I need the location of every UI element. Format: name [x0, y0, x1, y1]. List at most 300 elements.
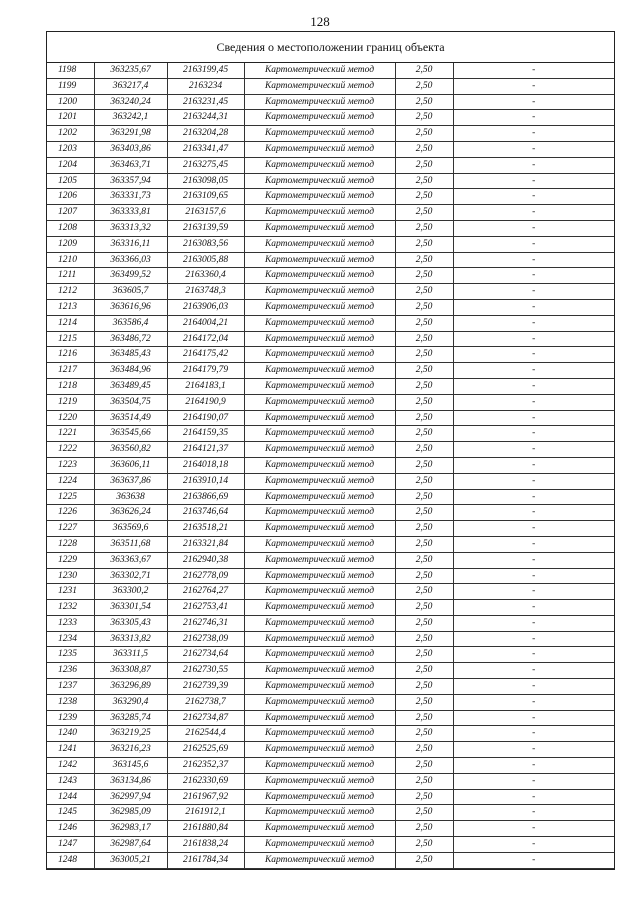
description-cell: -: [453, 773, 614, 789]
description-cell: -: [453, 536, 614, 552]
accuracy-cell: 2,50: [395, 805, 453, 821]
table-row: [47, 363, 614, 379]
description-cell: -: [453, 110, 614, 126]
description-cell: -: [453, 568, 614, 584]
table-row: [47, 173, 614, 189]
description-cell: -: [453, 805, 614, 821]
description-cell: -: [453, 94, 614, 110]
description-cell: -: [453, 220, 614, 236]
table-row: [47, 94, 614, 110]
x-coordinate-cell: 363605,7: [94, 284, 167, 300]
y-coordinate-cell: 2164183,1: [167, 378, 244, 394]
point-number-cell: 1239: [47, 710, 94, 726]
table-row: [47, 378, 614, 394]
y-coordinate-cell: 2163518,21: [167, 521, 244, 537]
y-coordinate-cell: 2161967,92: [167, 789, 244, 805]
method-cell: Картометрический метод: [244, 173, 395, 189]
accuracy-cell: 2,50: [395, 268, 453, 284]
y-coordinate-cell: 2163360,4: [167, 268, 244, 284]
table-row: [47, 157, 614, 173]
y-coordinate-cell: 2162525,69: [167, 742, 244, 758]
x-coordinate-cell: 363485,43: [94, 347, 167, 363]
x-coordinate-cell: 363285,74: [94, 710, 167, 726]
y-coordinate-cell: 2163748,3: [167, 284, 244, 300]
table-body: [47, 63, 614, 868]
point-number-cell: 1210: [47, 252, 94, 268]
method-cell: Картометрический метод: [244, 663, 395, 679]
accuracy-cell: 2,50: [395, 63, 453, 78]
table-row: [47, 236, 614, 252]
x-coordinate-cell: 363484,96: [94, 363, 167, 379]
method-cell: Картометрический метод: [244, 615, 395, 631]
y-coordinate-cell: 2163866,69: [167, 489, 244, 505]
table-row: [47, 505, 614, 521]
y-coordinate-cell: 2163244,31: [167, 110, 244, 126]
method-cell: Картометрический метод: [244, 568, 395, 584]
y-coordinate-cell: 2162734,64: [167, 647, 244, 663]
method-cell: Картометрический метод: [244, 63, 395, 78]
description-cell: -: [453, 631, 614, 647]
method-cell: Картометрический метод: [244, 315, 395, 331]
y-coordinate-cell: 2162730,55: [167, 663, 244, 679]
boundary-table-frame: [46, 31, 615, 870]
description-cell: -: [453, 173, 614, 189]
table-row: [47, 110, 614, 126]
method-cell: Картометрический метод: [244, 710, 395, 726]
table-row: [47, 410, 614, 426]
method-cell: Картометрический метод: [244, 600, 395, 616]
x-coordinate-cell: 363240,24: [94, 94, 167, 110]
accuracy-cell: 2,50: [395, 742, 453, 758]
table-row: [47, 742, 614, 758]
x-coordinate-cell: 363291,98: [94, 126, 167, 142]
accuracy-cell: 2,50: [395, 315, 453, 331]
point-number-cell: 1223: [47, 457, 94, 473]
accuracy-cell: 2,50: [395, 220, 453, 236]
point-number-cell: 1203: [47, 141, 94, 157]
description-cell: -: [453, 157, 614, 173]
description-cell: -: [453, 615, 614, 631]
table-row: [47, 600, 614, 616]
y-coordinate-cell: 2161912,1: [167, 805, 244, 821]
x-coordinate-cell: 362987,64: [94, 837, 167, 853]
y-coordinate-cell: 2164018,18: [167, 457, 244, 473]
method-cell: Картометрический метод: [244, 805, 395, 821]
method-cell: Картометрический метод: [244, 647, 395, 663]
y-coordinate-cell: 2163321,84: [167, 536, 244, 552]
accuracy-cell: 2,50: [395, 141, 453, 157]
method-cell: Картометрический метод: [244, 521, 395, 537]
y-coordinate-cell: 2162940,38: [167, 552, 244, 568]
x-coordinate-cell: 363134,86: [94, 773, 167, 789]
accuracy-cell: 2,50: [395, 694, 453, 710]
y-coordinate-cell: 2162739,39: [167, 679, 244, 695]
y-coordinate-cell: 2164190,07: [167, 410, 244, 426]
method-cell: Картометрический метод: [244, 236, 395, 252]
x-coordinate-cell: 363499,52: [94, 268, 167, 284]
table-row: [47, 78, 614, 94]
accuracy-cell: 2,50: [395, 347, 453, 363]
accuracy-cell: 2,50: [395, 394, 453, 410]
description-cell: -: [453, 378, 614, 394]
method-cell: Картометрический метод: [244, 205, 395, 221]
description-cell: -: [453, 394, 614, 410]
method-cell: Картометрический метод: [244, 552, 395, 568]
table-row: [47, 821, 614, 837]
accuracy-cell: 2,50: [395, 457, 453, 473]
description-cell: -: [453, 742, 614, 758]
y-coordinate-cell: 2163906,03: [167, 299, 244, 315]
description-cell: -: [453, 505, 614, 521]
point-number-cell: 1232: [47, 600, 94, 616]
y-coordinate-cell: 2162753,41: [167, 600, 244, 616]
table-row: [47, 63, 614, 78]
point-number-cell: 1198: [47, 63, 94, 78]
table-row: [47, 141, 614, 157]
method-cell: Картометрический метод: [244, 189, 395, 205]
table-row: [47, 473, 614, 489]
x-coordinate-cell: 363511,68: [94, 536, 167, 552]
point-number-cell: 1221: [47, 426, 94, 442]
description-cell: -: [453, 789, 614, 805]
y-coordinate-cell: 2164179,79: [167, 363, 244, 379]
table-row: [47, 552, 614, 568]
description-cell: -: [453, 189, 614, 205]
method-cell: Картометрический метод: [244, 742, 395, 758]
accuracy-cell: 2,50: [395, 647, 453, 663]
description-cell: -: [453, 126, 614, 142]
method-cell: Картометрический метод: [244, 378, 395, 394]
x-coordinate-cell: 363290,4: [94, 694, 167, 710]
point-number-cell: 1204: [47, 157, 94, 173]
point-number-cell: 1207: [47, 205, 94, 221]
accuracy-cell: 2,50: [395, 173, 453, 189]
x-coordinate-cell: 363302,71: [94, 568, 167, 584]
point-number-cell: 1235: [47, 647, 94, 663]
x-coordinate-cell: 362997,94: [94, 789, 167, 805]
x-coordinate-cell: 363638: [94, 489, 167, 505]
point-number-cell: 1246: [47, 821, 94, 837]
point-number-cell: 1224: [47, 473, 94, 489]
accuracy-cell: 2,50: [395, 773, 453, 789]
method-cell: Картометрический метод: [244, 789, 395, 805]
x-coordinate-cell: 363313,82: [94, 631, 167, 647]
method-cell: Картометрический метод: [244, 821, 395, 837]
point-number-cell: 1209: [47, 236, 94, 252]
accuracy-cell: 2,50: [395, 284, 453, 300]
y-coordinate-cell: 2162738,09: [167, 631, 244, 647]
x-coordinate-cell: 363489,45: [94, 378, 167, 394]
table-row: [47, 837, 614, 853]
description-cell: -: [453, 442, 614, 458]
y-coordinate-cell: 2162746,31: [167, 615, 244, 631]
y-coordinate-cell: 2162734,87: [167, 710, 244, 726]
x-coordinate-cell: 363403,86: [94, 141, 167, 157]
description-cell: -: [453, 410, 614, 426]
description-cell: -: [453, 821, 614, 837]
description-cell: -: [453, 63, 614, 78]
point-number-cell: 1228: [47, 536, 94, 552]
method-cell: Картометрический метод: [244, 94, 395, 110]
accuracy-cell: 2,50: [395, 663, 453, 679]
method-cell: Картометрический метод: [244, 410, 395, 426]
point-number-cell: 1211: [47, 268, 94, 284]
x-coordinate-cell: 363366,03: [94, 252, 167, 268]
point-number-cell: 1245: [47, 805, 94, 821]
accuracy-cell: 2,50: [395, 126, 453, 142]
method-cell: Картометрический метод: [244, 331, 395, 347]
description-cell: -: [453, 489, 614, 505]
point-number-cell: 1217: [47, 363, 94, 379]
method-cell: Картометрический метод: [244, 694, 395, 710]
table-row: [47, 489, 614, 505]
table-row: [47, 647, 614, 663]
accuracy-cell: 2,50: [395, 584, 453, 600]
method-cell: Картометрический метод: [244, 220, 395, 236]
method-cell: Картометрический метод: [244, 473, 395, 489]
method-cell: Картометрический метод: [244, 758, 395, 774]
x-coordinate-cell: 363363,67: [94, 552, 167, 568]
accuracy-cell: 2,50: [395, 78, 453, 94]
table-row: [47, 694, 614, 710]
method-cell: Картометрический метод: [244, 363, 395, 379]
x-coordinate-cell: 363301,54: [94, 600, 167, 616]
table-row: [47, 284, 614, 300]
x-coordinate-cell: 363637,86: [94, 473, 167, 489]
method-cell: Картометрический метод: [244, 126, 395, 142]
description-cell: -: [453, 758, 614, 774]
y-coordinate-cell: 2163746,64: [167, 505, 244, 521]
y-coordinate-cell: 2163275,45: [167, 157, 244, 173]
accuracy-cell: 2,50: [395, 521, 453, 537]
x-coordinate-cell: 363235,67: [94, 63, 167, 78]
accuracy-cell: 2,50: [395, 331, 453, 347]
point-number-cell: 1230: [47, 568, 94, 584]
point-number-cell: 1220: [47, 410, 94, 426]
y-coordinate-cell: 2164190,9: [167, 394, 244, 410]
point-number-cell: 1226: [47, 505, 94, 521]
table-row: [47, 331, 614, 347]
table-row: [47, 220, 614, 236]
method-cell: Картометрический метод: [244, 773, 395, 789]
table-row: [47, 805, 614, 821]
table-row: [47, 205, 614, 221]
accuracy-cell: 2,50: [395, 236, 453, 252]
description-cell: -: [453, 252, 614, 268]
description-cell: -: [453, 473, 614, 489]
table-title: Сведения о местоположении границ объекта: [47, 32, 614, 63]
point-number-cell: 1227: [47, 521, 94, 537]
description-cell: -: [453, 78, 614, 94]
accuracy-cell: 2,50: [395, 631, 453, 647]
y-coordinate-cell: 2163231,45: [167, 94, 244, 110]
y-coordinate-cell: 2162778,09: [167, 568, 244, 584]
y-coordinate-cell: 2163139,59: [167, 220, 244, 236]
y-coordinate-cell: 2164159,35: [167, 426, 244, 442]
accuracy-cell: 2,50: [395, 110, 453, 126]
description-cell: -: [453, 299, 614, 315]
y-coordinate-cell: 2163234: [167, 78, 244, 94]
method-cell: Картометрический метод: [244, 268, 395, 284]
table-row: [47, 663, 614, 679]
y-coordinate-cell: 2162544,4: [167, 726, 244, 742]
x-coordinate-cell: 363357,94: [94, 173, 167, 189]
method-cell: Картометрический метод: [244, 584, 395, 600]
point-number-cell: 1214: [47, 315, 94, 331]
point-number-cell: 1248: [47, 852, 94, 868]
table-row: [47, 426, 614, 442]
x-coordinate-cell: 363316,11: [94, 236, 167, 252]
description-cell: -: [453, 852, 614, 868]
accuracy-cell: 2,50: [395, 205, 453, 221]
table-row: [47, 126, 614, 142]
method-cell: Картометрический метод: [244, 536, 395, 552]
method-cell: Картометрический метод: [244, 489, 395, 505]
x-coordinate-cell: 363311,5: [94, 647, 167, 663]
accuracy-cell: 2,50: [395, 378, 453, 394]
x-coordinate-cell: 363606,11: [94, 457, 167, 473]
accuracy-cell: 2,50: [395, 568, 453, 584]
y-coordinate-cell: 2162738,7: [167, 694, 244, 710]
x-coordinate-cell: 363313,32: [94, 220, 167, 236]
x-coordinate-cell: 362983,17: [94, 821, 167, 837]
accuracy-cell: 2,50: [395, 758, 453, 774]
x-coordinate-cell: 363308,87: [94, 663, 167, 679]
description-cell: -: [453, 679, 614, 695]
table-row: [47, 615, 614, 631]
point-number-cell: 1213: [47, 299, 94, 315]
point-number-cell: 1236: [47, 663, 94, 679]
accuracy-cell: 2,50: [395, 157, 453, 173]
description-cell: -: [453, 837, 614, 853]
table-row: [47, 315, 614, 331]
description-cell: -: [453, 647, 614, 663]
description-cell: -: [453, 600, 614, 616]
accuracy-cell: 2,50: [395, 552, 453, 568]
point-number-cell: 1242: [47, 758, 94, 774]
method-cell: Картометрический метод: [244, 299, 395, 315]
description-cell: -: [453, 694, 614, 710]
description-cell: -: [453, 268, 614, 284]
method-cell: Картометрический метод: [244, 726, 395, 742]
table-row: [47, 189, 614, 205]
point-number-cell: 1205: [47, 173, 94, 189]
description-cell: -: [453, 710, 614, 726]
point-number-cell: 1208: [47, 220, 94, 236]
description-cell: -: [453, 141, 614, 157]
point-number-cell: 1199: [47, 78, 94, 94]
x-coordinate-cell: 363504,75: [94, 394, 167, 410]
point-number-cell: 1234: [47, 631, 94, 647]
y-coordinate-cell: 2163199,45: [167, 63, 244, 78]
y-coordinate-cell: 2163341,47: [167, 141, 244, 157]
table-row: [47, 394, 614, 410]
x-coordinate-cell: 363216,23: [94, 742, 167, 758]
point-number-cell: 1201: [47, 110, 94, 126]
table-row: [47, 631, 614, 647]
description-cell: -: [453, 552, 614, 568]
point-number-cell: 1240: [47, 726, 94, 742]
point-number-cell: 1238: [47, 694, 94, 710]
point-number-cell: 1212: [47, 284, 94, 300]
method-cell: Картометрический метод: [244, 505, 395, 521]
x-coordinate-cell: 363569,6: [94, 521, 167, 537]
x-coordinate-cell: 363217,4: [94, 78, 167, 94]
description-cell: -: [453, 205, 614, 221]
point-number-cell: 1229: [47, 552, 94, 568]
accuracy-cell: 2,50: [395, 189, 453, 205]
point-number-cell: 1241: [47, 742, 94, 758]
description-cell: -: [453, 236, 614, 252]
method-cell: Картометрический метод: [244, 347, 395, 363]
y-coordinate-cell: 2161838,24: [167, 837, 244, 853]
accuracy-cell: 2,50: [395, 821, 453, 837]
accuracy-cell: 2,50: [395, 505, 453, 521]
y-coordinate-cell: 2162352,37: [167, 758, 244, 774]
table-row: [47, 268, 614, 284]
method-cell: Картометрический метод: [244, 679, 395, 695]
table-row: [47, 442, 614, 458]
accuracy-cell: 2,50: [395, 410, 453, 426]
description-cell: -: [453, 331, 614, 347]
accuracy-cell: 2,50: [395, 94, 453, 110]
table-row: [47, 679, 614, 695]
x-coordinate-cell: 363463,71: [94, 157, 167, 173]
y-coordinate-cell: 2163204,28: [167, 126, 244, 142]
description-cell: -: [453, 315, 614, 331]
point-number-cell: 1222: [47, 442, 94, 458]
y-coordinate-cell: 2164004,21: [167, 315, 244, 331]
accuracy-cell: 2,50: [395, 789, 453, 805]
point-number-cell: 1244: [47, 789, 94, 805]
table-row: [47, 457, 614, 473]
table-row: [47, 710, 614, 726]
accuracy-cell: 2,50: [395, 426, 453, 442]
y-coordinate-cell: 2164172,04: [167, 331, 244, 347]
x-coordinate-cell: 362985,09: [94, 805, 167, 821]
method-cell: Картометрический метод: [244, 141, 395, 157]
method-cell: Картометрический метод: [244, 394, 395, 410]
table-row: [47, 252, 614, 268]
method-cell: Картометрический метод: [244, 110, 395, 126]
x-coordinate-cell: 363005,21: [94, 852, 167, 868]
point-number-cell: 1243: [47, 773, 94, 789]
x-coordinate-cell: 363586,4: [94, 315, 167, 331]
accuracy-cell: 2,50: [395, 615, 453, 631]
method-cell: Картометрический метод: [244, 442, 395, 458]
table-row: [47, 852, 614, 868]
x-coordinate-cell: 363242,1: [94, 110, 167, 126]
y-coordinate-cell: 2163005,88: [167, 252, 244, 268]
method-cell: Картометрический метод: [244, 284, 395, 300]
table-row: [47, 568, 614, 584]
description-cell: -: [453, 347, 614, 363]
y-coordinate-cell: 2164121,37: [167, 442, 244, 458]
y-coordinate-cell: 2161880,84: [167, 821, 244, 837]
description-cell: -: [453, 584, 614, 600]
point-number-cell: 1216: [47, 347, 94, 363]
table-row: [47, 299, 614, 315]
point-number-cell: 1237: [47, 679, 94, 695]
accuracy-cell: 2,50: [395, 299, 453, 315]
page-number: 128: [310, 14, 330, 29]
x-coordinate-cell: 363626,24: [94, 505, 167, 521]
x-coordinate-cell: 363331,73: [94, 189, 167, 205]
x-coordinate-cell: 363296,89: [94, 679, 167, 695]
accuracy-cell: 2,50: [395, 489, 453, 505]
x-coordinate-cell: 363616,96: [94, 299, 167, 315]
x-coordinate-cell: 363514,49: [94, 410, 167, 426]
